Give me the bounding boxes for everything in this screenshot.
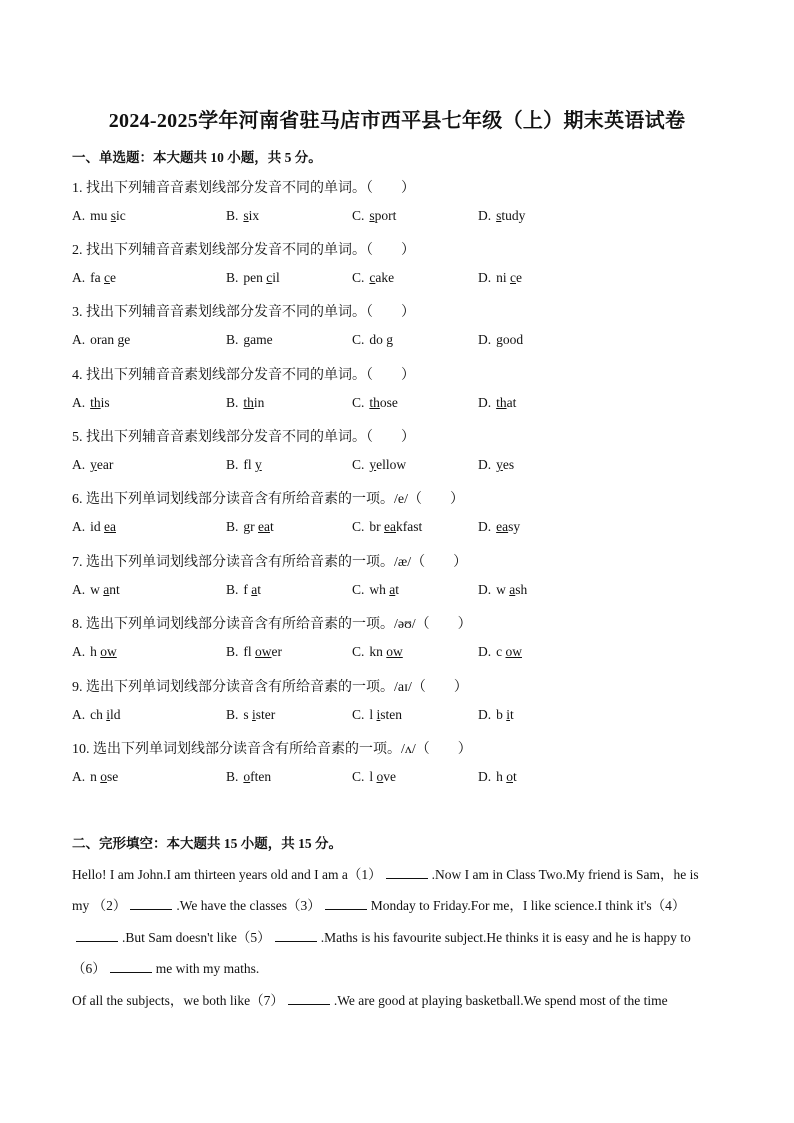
- option-letter: B.: [226, 644, 239, 659]
- word-part: ld: [110, 707, 121, 722]
- option-row: [72, 519, 732, 537]
- underlined-part: c: [369, 270, 376, 285]
- word-part: ch: [90, 707, 107, 722]
- option-letter: B.: [226, 208, 239, 223]
- passage-text: .We are good at playing basketball.We spend most of the time: [333, 993, 668, 1008]
- option-letter: C.: [352, 332, 365, 347]
- underlined-part: i: [506, 707, 511, 722]
- question-stem: 7. 选出下列单词划线部分读音含有所给音素的一项。/æ/（ ）: [72, 555, 468, 570]
- word-part: ame: [250, 332, 273, 347]
- option-b[interactable]: [226, 519, 274, 535]
- option-d[interactable]: [478, 644, 522, 660]
- word-part: ften: [250, 769, 272, 784]
- answer-blank[interactable]: [325, 897, 367, 910]
- option-c[interactable]: [352, 519, 422, 535]
- word-part: t: [513, 769, 517, 784]
- option-letter: D.: [478, 332, 492, 347]
- option-row: [72, 707, 732, 725]
- word-part: kfast: [396, 519, 423, 534]
- option-a[interactable]: [72, 582, 120, 598]
- word-part: l: [369, 707, 377, 722]
- option-letter: B.: [226, 769, 239, 784]
- word-part: t: [395, 582, 400, 597]
- option-d[interactable]: [478, 395, 516, 411]
- option-d[interactable]: [478, 208, 525, 224]
- option-b[interactable]: [226, 769, 271, 785]
- option-letter: C.: [352, 395, 365, 410]
- option-letter: A.: [72, 769, 86, 784]
- option-b[interactable]: [226, 395, 264, 411]
- passage-text: me with my maths.: [155, 961, 260, 976]
- underlined-part: g: [243, 332, 251, 347]
- underlined-part: o: [506, 769, 513, 784]
- option-letter: C.: [352, 707, 365, 722]
- underlined-part: i: [376, 707, 381, 722]
- passage-text: my （2）: [72, 898, 127, 913]
- option-letter: A.: [72, 582, 86, 597]
- underlined-part: y: [90, 457, 97, 472]
- word-part: n: [90, 769, 101, 784]
- underlined-part: ow: [386, 644, 403, 659]
- option-a[interactable]: [72, 644, 117, 660]
- passage-text: （6）: [72, 961, 106, 976]
- passage-text: .We have the classes（3）: [176, 898, 321, 913]
- word-part: ellow: [376, 457, 407, 472]
- option-letter: C.: [352, 208, 365, 223]
- passage-text: .Maths is his favourite subject.He thinks it is easy and he is happy to: [320, 930, 691, 945]
- answer-blank[interactable]: [110, 960, 152, 973]
- question-stem: 4. 找出下列辅音音素划线部分发音不同的单词。（ ）: [72, 368, 415, 383]
- word-part: ster: [255, 707, 276, 722]
- word-part: is: [100, 395, 110, 410]
- passage-line: [72, 894, 724, 914]
- option-letter: A.: [72, 457, 86, 472]
- option-c[interactable]: [352, 270, 394, 286]
- option-b[interactable]: [226, 457, 262, 473]
- word-part: at: [506, 395, 517, 410]
- word-part: tudy: [501, 208, 526, 223]
- underlined-part: g: [496, 332, 503, 347]
- option-letter: D.: [478, 769, 492, 784]
- option-row: [72, 582, 732, 600]
- underlined-part: ow: [100, 644, 117, 659]
- word-part: ake: [375, 270, 395, 285]
- question-stem: 1. 找出下列辅音音素划线部分发音不同的单词。（ ）: [72, 181, 415, 196]
- option-letter: C.: [352, 644, 365, 659]
- word-part: fl: [243, 457, 256, 472]
- underlined-part: s: [110, 208, 117, 223]
- option-letter: A.: [72, 395, 86, 410]
- option-letter: B.: [226, 519, 239, 534]
- underlined-part: a: [251, 582, 258, 597]
- word-part: sy: [508, 519, 521, 534]
- answer-blank[interactable]: [386, 866, 428, 879]
- word-part: t: [257, 582, 262, 597]
- underlined-part: y: [369, 457, 377, 472]
- word-part: ood: [502, 332, 524, 347]
- option-letter: B.: [226, 332, 239, 347]
- word-part: kn: [369, 644, 387, 659]
- word-part: l: [369, 769, 377, 784]
- underlined-part: i: [252, 707, 256, 722]
- option-letter: D.: [478, 582, 492, 597]
- option-letter: A.: [72, 332, 86, 347]
- option-letter: B.: [226, 457, 239, 472]
- option-letter: B.: [226, 707, 239, 722]
- answer-blank[interactable]: [130, 897, 172, 910]
- word-part: w: [90, 582, 104, 597]
- word-part: nt: [109, 582, 120, 597]
- underlined-part: ea: [104, 519, 116, 534]
- option-letter: D.: [478, 457, 492, 472]
- word-part: mu: [90, 208, 111, 223]
- option-d[interactable]: [478, 582, 527, 598]
- word-part: t: [510, 707, 514, 722]
- option-letter: D.: [478, 395, 492, 410]
- passage-text: Monday to Friday.For me，I like science.I think it's（4）: [370, 898, 686, 913]
- word-part: id: [90, 519, 105, 534]
- option-letter: A.: [72, 208, 86, 223]
- option-c[interactable]: [352, 769, 396, 785]
- answer-blank[interactable]: [275, 929, 317, 942]
- word-part: in: [253, 395, 265, 410]
- option-letter: B.: [226, 395, 239, 410]
- option-d[interactable]: [478, 332, 523, 348]
- word-part: er: [271, 644, 283, 659]
- option-c[interactable]: [352, 644, 403, 660]
- option-b[interactable]: [226, 644, 282, 660]
- option-letter: D.: [478, 270, 492, 285]
- option-d[interactable]: [478, 519, 520, 535]
- option-row: [72, 769, 732, 787]
- option-letter: A.: [72, 270, 86, 285]
- option-b[interactable]: [226, 582, 261, 598]
- option-c[interactable]: [352, 457, 406, 473]
- option-row: [72, 644, 732, 662]
- word-part: b: [496, 707, 507, 722]
- underlined-part: th: [90, 395, 101, 410]
- underlined-part: a: [389, 582, 396, 597]
- option-letter: C.: [352, 769, 365, 784]
- option-c[interactable]: [352, 332, 393, 348]
- option-c[interactable]: [352, 395, 398, 411]
- word-part: h: [496, 769, 507, 784]
- option-a[interactable]: [72, 457, 113, 473]
- option-b[interactable]: [226, 707, 275, 723]
- underlined-part: th: [496, 395, 507, 410]
- option-c[interactable]: [352, 208, 396, 224]
- passage-text: Hello! I am John.I am thirteen years old and I am a（1）: [72, 867, 382, 882]
- underlined-part: s: [369, 208, 375, 223]
- option-letter: C.: [352, 519, 365, 534]
- option-d[interactable]: [478, 270, 522, 286]
- option-a[interactable]: [72, 270, 116, 286]
- option-d[interactable]: [478, 707, 514, 723]
- underlined-part: s: [243, 208, 249, 223]
- option-letter: D.: [478, 707, 492, 722]
- underlined-part: o: [376, 769, 384, 784]
- option-row: [72, 395, 732, 413]
- underlined-part: o: [243, 769, 251, 784]
- option-row: [72, 457, 732, 475]
- exam-title: 2024-2025学年河南省驻马店市西平县七年级（上）期末英语试卷: [108, 110, 686, 132]
- option-a[interactable]: [72, 208, 126, 224]
- question-stem: 5. 找出下列辅音音素划线部分发音不同的单词。（ ）: [72, 430, 415, 445]
- option-d[interactable]: [478, 457, 514, 473]
- underlined-part: ea: [496, 519, 509, 534]
- word-part: fa: [90, 270, 104, 285]
- word-part: do: [369, 332, 387, 347]
- option-row: [72, 270, 732, 288]
- underlined-part: g: [117, 332, 125, 347]
- option-a[interactable]: [72, 707, 121, 723]
- word-part: e: [124, 332, 131, 347]
- underlined-part: a: [103, 582, 110, 597]
- answer-blank[interactable]: [288, 992, 330, 1005]
- word-part: sh: [515, 582, 528, 597]
- word-part: gr: [243, 519, 259, 534]
- word-part: ix: [248, 208, 260, 223]
- underlined-part: g: [386, 332, 394, 347]
- underlined-part: o: [100, 769, 107, 784]
- word-part: fl: [243, 644, 256, 659]
- word-part: oran: [90, 332, 118, 347]
- underlined-part: th: [243, 395, 254, 410]
- word-part: ic: [116, 208, 126, 223]
- option-c[interactable]: [352, 707, 402, 723]
- option-letter: D.: [478, 519, 492, 534]
- section-1-heading: 一、单选题：本大题共 10 小题，共 5 分。: [72, 150, 322, 165]
- option-letter: C.: [352, 270, 365, 285]
- word-part: e: [110, 270, 116, 285]
- option-b[interactable]: [226, 208, 259, 224]
- word-part: br: [369, 519, 385, 534]
- option-row: [72, 332, 732, 350]
- word-part: wh: [369, 582, 390, 597]
- word-part: ve: [383, 769, 397, 784]
- option-letter: C.: [352, 457, 365, 472]
- passage-line: [72, 989, 724, 1009]
- question-stem: 6. 选出下列单词划线部分读音含有所给音素的一项。/e/（ ）: [72, 492, 464, 507]
- option-letter: A.: [72, 644, 86, 659]
- word-part: s: [243, 707, 253, 722]
- option-a[interactable]: [72, 519, 116, 535]
- word-part: t: [270, 519, 274, 534]
- underlined-part: ea: [258, 519, 270, 534]
- underlined-part: ow: [255, 644, 272, 659]
- passage-text: .Now I am in Class Two.My friend is Sam，he is: [431, 867, 699, 882]
- underlined-part: y: [496, 457, 503, 472]
- underlined-part: s: [496, 208, 502, 223]
- word-part: f: [243, 582, 252, 597]
- word-part: e: [516, 270, 523, 285]
- word-part: ose: [379, 395, 398, 410]
- word-part: port: [374, 208, 397, 223]
- word-part: c: [496, 644, 506, 659]
- answer-blank[interactable]: [76, 929, 118, 942]
- question-stem: 2. 找出下列辅音音素划线部分发音不同的单词。（ ）: [72, 243, 415, 258]
- word-part: w: [496, 582, 510, 597]
- passage-text: .But Sam doesn't like（5）: [122, 930, 271, 945]
- option-letter: A.: [72, 707, 86, 722]
- option-c[interactable]: [352, 582, 399, 598]
- option-letter: D.: [478, 208, 492, 223]
- underlined-part: ow: [505, 644, 522, 659]
- word-part: es: [502, 457, 515, 472]
- underlined-part: i: [106, 707, 111, 722]
- option-a[interactable]: [72, 332, 130, 348]
- option-letter: A.: [72, 519, 86, 534]
- option-letter: B.: [226, 270, 239, 285]
- word-part: ni: [496, 270, 511, 285]
- option-a[interactable]: [72, 769, 118, 785]
- question-stem: 10. 选出下列单词划线部分读音含有所给音素的一项。/ʌ/（ ）: [72, 742, 472, 757]
- option-a[interactable]: [72, 395, 110, 411]
- word-part: pen: [243, 270, 267, 285]
- option-letter: B.: [226, 582, 239, 597]
- underlined-part: c: [104, 270, 110, 285]
- passage-text: Of all the subjects，we both like（7）: [72, 993, 284, 1008]
- option-row: [72, 208, 732, 226]
- underlined-part: c: [510, 270, 517, 285]
- word-part: h: [90, 644, 101, 659]
- option-d[interactable]: [478, 769, 517, 785]
- word-part: ear: [96, 457, 114, 472]
- question-stem: 3. 找出下列辅音音素划线部分发音不同的单词。（ ）: [72, 305, 415, 320]
- word-part: il: [272, 270, 280, 285]
- passage-line: [72, 863, 724, 883]
- question-stem: 9. 选出下列单词划线部分读音含有所给音素的一项。/aɪ/（ ）: [72, 680, 468, 695]
- word-part: sten: [380, 707, 403, 722]
- word-part: se: [107, 769, 119, 784]
- passage-line: [72, 957, 724, 977]
- underlined-part: a: [509, 582, 516, 597]
- section-2-heading: 二、完形填空：本大题共 15 小题，共 15 分。: [72, 836, 342, 851]
- underlined-part: ea: [384, 519, 396, 534]
- passage-line: [72, 926, 724, 946]
- underlined-part: y: [255, 457, 262, 472]
- option-b[interactable]: [226, 332, 273, 348]
- question-stem: 8. 选出下列单词划线部分读音含有所给音素的一项。/əʊ/（ ）: [72, 617, 472, 632]
- underlined-part: th: [369, 395, 380, 410]
- option-letter: C.: [352, 582, 365, 597]
- option-b[interactable]: [226, 270, 280, 286]
- underlined-part: c: [266, 270, 273, 285]
- option-letter: D.: [478, 644, 492, 659]
